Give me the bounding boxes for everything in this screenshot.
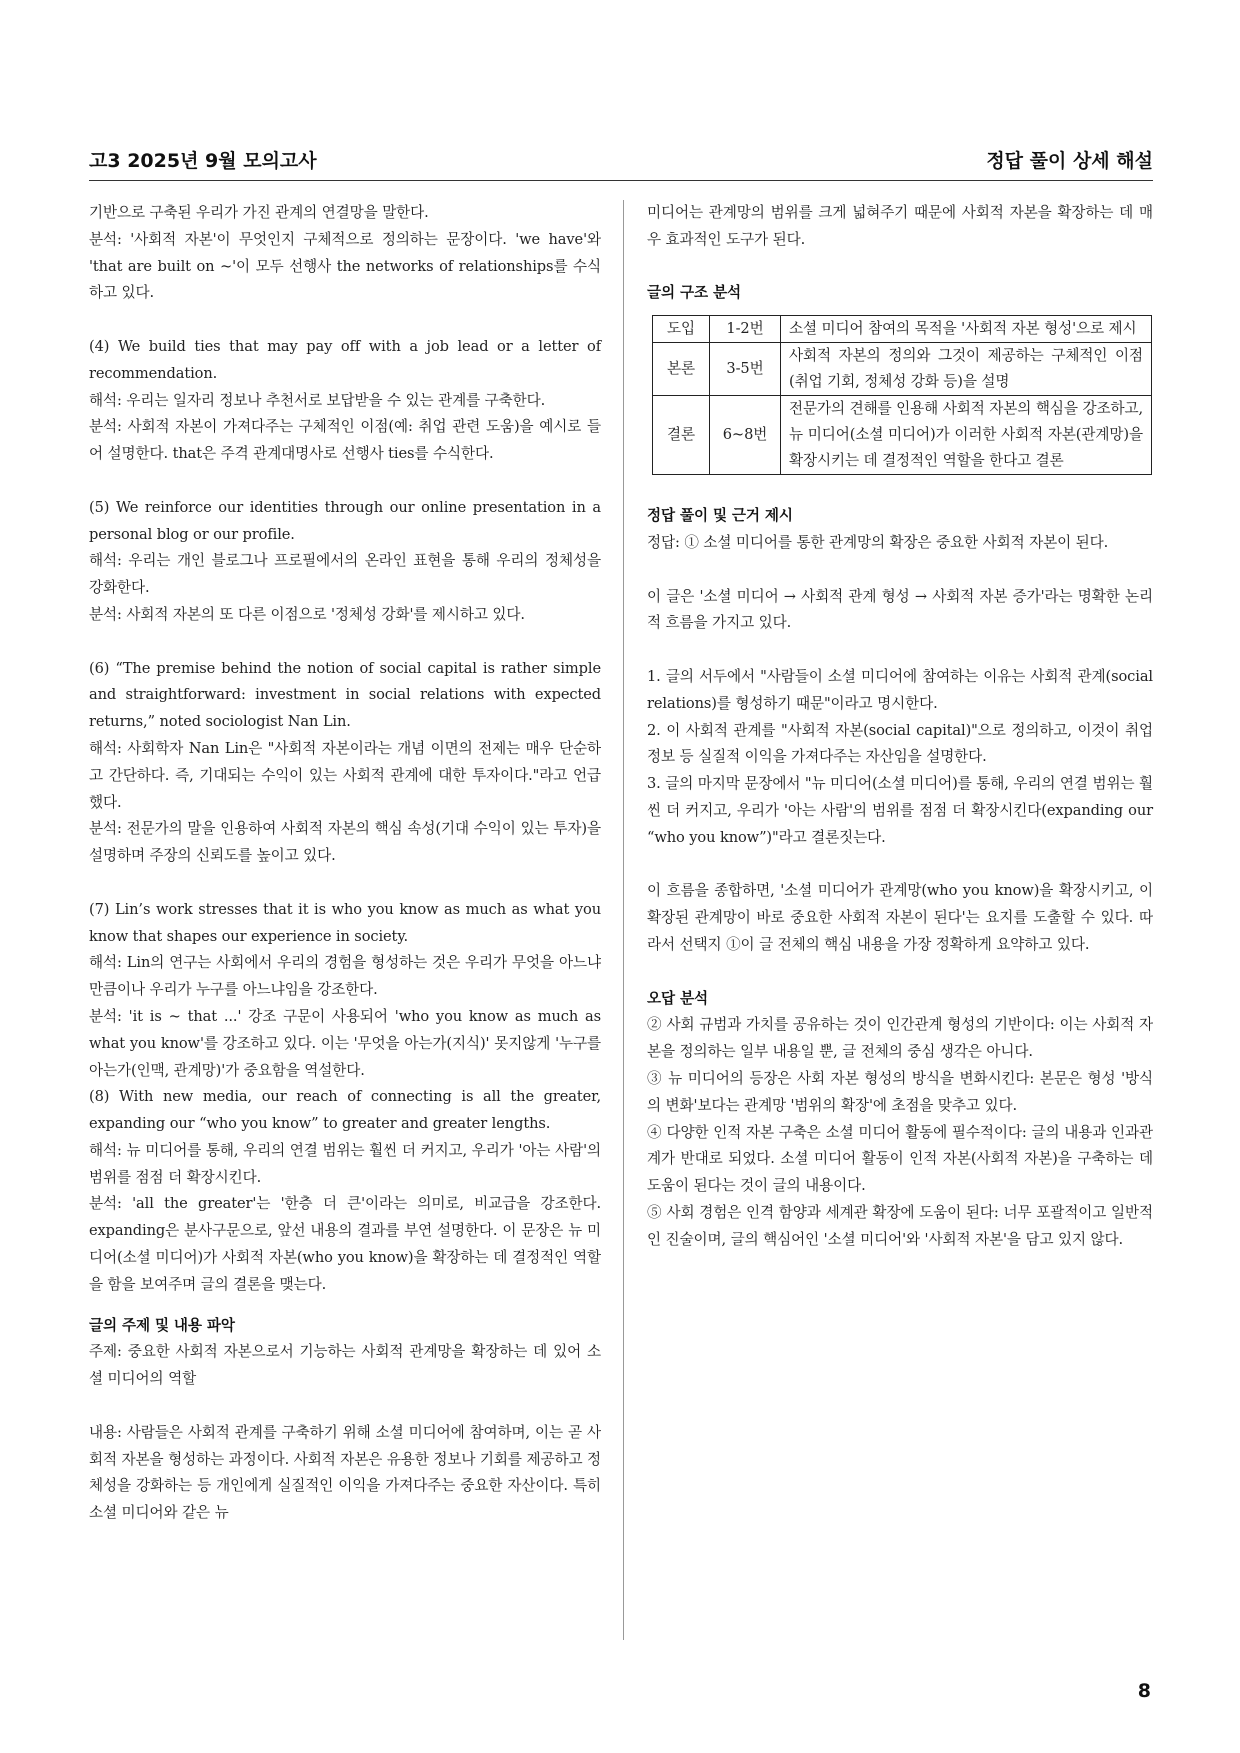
list-item: ④ 다양한 인적 자본 구축은 소셜 미디어 활동에 필수적이다: 글의 내용과 인과관계가 반대로 되었다. 소셜 미디어 활동이 인적 자본(사회적 자본)을 구축하는 데 도움이 된다는 것이 글의 내용이다.: [647, 1123, 1153, 1195]
sentence: (7) Lin’s work stresses that it is who you know as much as what you know that shapes our experience in society.: [89, 900, 601, 945]
translation: 해석: 우리는 개인 블로그나 프로필에서의 온라인 표현을 통해 우리의 정체성을 강화한다.: [89, 552, 601, 597]
right-column: [647, 200, 1153, 1254]
answer-heading: 정답 풀이 및 근거 제시: [647, 507, 793, 525]
list-item: 1. 글의 서두에서 "사람들이 소셜 미디어에 참여하는 이유는 사회적 관계(social relations)를 형성하기 때문"이라고 명시한다.: [647, 667, 1153, 712]
page-header: [89, 140, 1153, 181]
table-cell: 소셜 미디어 참여의 목적을 '사회적 자본 형성'으로 제시: [781, 316, 1152, 343]
theme-text: 주제: 중요한 사회적 자본으로서 기능하는 사회적 관계망을 확장하는 데 있어 소셜 미디어의 역할: [89, 1343, 601, 1388]
table-cell: 6~8번: [710, 396, 781, 475]
column-divider: [623, 200, 624, 1640]
list-item: 3. 글의 마지막 문장에서 "뉴 미디어(소셜 미디어)를 통해, 우리의 연결 범위는 훨씬 더 커지고, 우리가 '아는 사람'의 범위를 점점 더 확장시킨다(expanding our “who you know”)"라고 결론짓는다.: [647, 775, 1153, 846]
analysis: 분석: '사회적 자본'이 무엇인지 구체적으로 정의하는 문장이다. 'we have'와 'that are built on ~'이 모두 선행사 the networks of relationships를 수식하고 있다.: [89, 230, 601, 302]
paragraph: 미디어는 관계망의 범위를 크게 넓혀주기 때문에 사회적 자본을 확장하는 데 매우 효과적인 도구가 된다.: [647, 204, 1153, 248]
list-item: ⑤ 사회 경험은 인격 함양과 세계관 확장에 도움이 된다: 너무 포괄적이고 일반적인 진술이며, 글의 핵심어인 '소셜 미디어'와 '사회적 자본'을 담고 있지 않다.: [647, 1203, 1153, 1248]
table-cell: 사회적 자본의 정의와 그것이 제공하는 구체적인 이점(취업 기회, 정체성 강화 등)을 설명: [781, 343, 1152, 396]
structure-table: [652, 315, 1152, 475]
table-row: [653, 396, 1152, 475]
summary-text: 이 흐름을 종합하면, '소셜 미디어가 관계망(who you know)을 확장시키고, 이 확장된 관계망이 바로 중요한 사회적 자본이 된다'는 요지를 도출할 수 있다. 따라서 선택지 ①이 글 전체의 핵심 내용을 가장 정확하게 요약하고 있다.: [647, 882, 1153, 953]
analysis: 분석: 'it is ~ that ...' 강조 구문이 사용되어 'who you know as much as what you know'를 강조하고 있다. 이는 '무엇을 아는가(지식)' 못지않게 '누구를 아는가(인맥, 관계망)'가 중요함을 역설한다.: [89, 1007, 601, 1079]
analysis: 분석: 'all the greater'는 '한층 더 큰'이라는 의미로, 비교급을 강조한다. expanding은 분사구문으로, 앞선 내용의 결과를 부연 설명한다. 이 문장은 뉴 미디어(소셜 미디어)가 사회적 자본(who you know)을 확장하는 데 결정적인 역할을 함을 보여주며 글의 결론을 맺는다.: [89, 1195, 601, 1293]
analysis: 분석: 사회적 자본의 또 다른 이점으로 '정체성 강화'를 제시하고 있다.: [89, 605, 525, 623]
sentence: (4) We build ties that may pay off with a job lead or a letter of recommendation.: [89, 337, 601, 382]
sentence: (8) With new media, our reach of connecting is all the greater, expanding our “who you know” to greater and greater lengths.: [89, 1088, 601, 1133]
flow-text: 이 글은 '소셜 미디어 → 사회적 관계 형성 → 사회적 자본 증가'라는 명확한 논리적 흐름을 가지고 있다.: [647, 587, 1153, 632]
table-cell: 1-2번: [710, 316, 781, 343]
table-cell: 도입: [653, 316, 710, 343]
list-item: ② 사회 규범과 가치를 공유하는 것이 인간관계 형성의 기반이다: 이는 사회적 자본을 정의하는 일부 내용일 뿐, 글 전체의 중심 생각은 아니다.: [647, 1016, 1153, 1061]
page-number: 8: [1137, 1680, 1151, 1702]
table-cell: 결론: [653, 396, 710, 475]
table-row: [653, 343, 1152, 396]
table-cell: 전문가의 견해를 인용해 사회적 자본의 핵심을 강조하고, 뉴 미디어(소셜 미디어)가 이러한 사회적 자본(관계망)을 확장시키는 데 결정적인 역할을 한다고 결론: [781, 396, 1152, 475]
sentence: (5) We reinforce our identities through our online presentation in a personal blog or our profile.: [89, 498, 601, 543]
paragraph: 기반으로 구축된 우리가 가진 관계의 연결망을 말한다.: [89, 204, 429, 221]
structure-heading: 글의 구조 분석: [647, 284, 741, 302]
content-text: 내용: 사람들은 사회적 관계를 구축하기 위해 소셜 미디어에 참여하며, 이는 곧 사회적 자본을 형성하는 과정이다. 사회적 자본은 유용한 정보나 기회를 제공하고 정체성을 강화하는 등 개인에게 실질적인 이익을 가져다주는 중요한 자산이다. 특히 소셜 미디어와 같은 뉴: [89, 1423, 601, 1522]
analysis: 분석: 전문가의 말을 인용하여 사회적 자본의 핵심 속성(기대 수익이 있는 투자)을 설명하며 주장의 신뢰도를 높이고 있다.: [89, 820, 601, 865]
analysis: 분석: 사회적 자본이 가져다주는 구체적인 이점(예: 취업 관련 도움)을 예시로 들어 설명한다. that은 주격 관계대명사로 선행사 ties를 수식한다.: [89, 418, 601, 463]
section-title: 정답 풀이 상세 해설: [986, 150, 1153, 172]
answer-text: 정답: ① 소셜 미디어를 통한 관계망의 확장은 중요한 사회적 자본이 된다.: [647, 533, 1109, 551]
translation: 해석: Lin의 연구는 사회에서 우리의 경험을 형성하는 것은 우리가 무엇을 아느냐 만큼이나 우리가 누구를 아느냐임을 강조한다.: [89, 954, 601, 999]
list-item: 2. 이 사회적 관계를 "사회적 자본(social capital)"으로 정의하고, 이것이 취업 정보 등 실질적 이익을 가져다주는 자산임을 설명한다.: [647, 721, 1153, 766]
table-cell: 본론: [653, 343, 710, 396]
table-cell: 3-5번: [710, 343, 781, 396]
left-column: [89, 200, 601, 1527]
table-row: [653, 316, 1152, 343]
translation: 해석: 뉴 미디어를 통해, 우리의 연결 범위는 훨씬 더 커지고, 우리가 '아는 사람'의 범위를 점점 더 확장시킨다.: [89, 1141, 601, 1186]
exam-title: 고3 2025년 9월 모의고사: [89, 150, 317, 172]
translation: 해석: 사회학자 Nan Lin은 "사회적 자본이라는 개념 이면의 전제는 매우 단순하고 간단하다. 즉, 기대되는 수익이 있는 사회적 관계에 대한 투자이다."라고 언급했다.: [89, 739, 601, 811]
translation: 해석: 우리는 일자리 정보나 추천서로 보답받을 수 있는 관계를 구축한다.: [89, 391, 546, 409]
sentence: (6) “The premise behind the notion of social capital is rather simple and straightforward: investment in social relations with expected returns,” noted sociologist Nan Lin.: [89, 659, 601, 731]
list-item: ③ 뉴 미디어의 등장은 사회 자본 형성의 방식을 변화시킨다: 본문은 형성 '방식의 변화'보다는 관계망 '범위의 확장'에 초점을 맞추고 있다.: [647, 1069, 1153, 1114]
wrong-heading: 오답 분석: [647, 989, 708, 1007]
theme-heading: 글의 주제 및 내용 파악: [89, 1316, 235, 1334]
